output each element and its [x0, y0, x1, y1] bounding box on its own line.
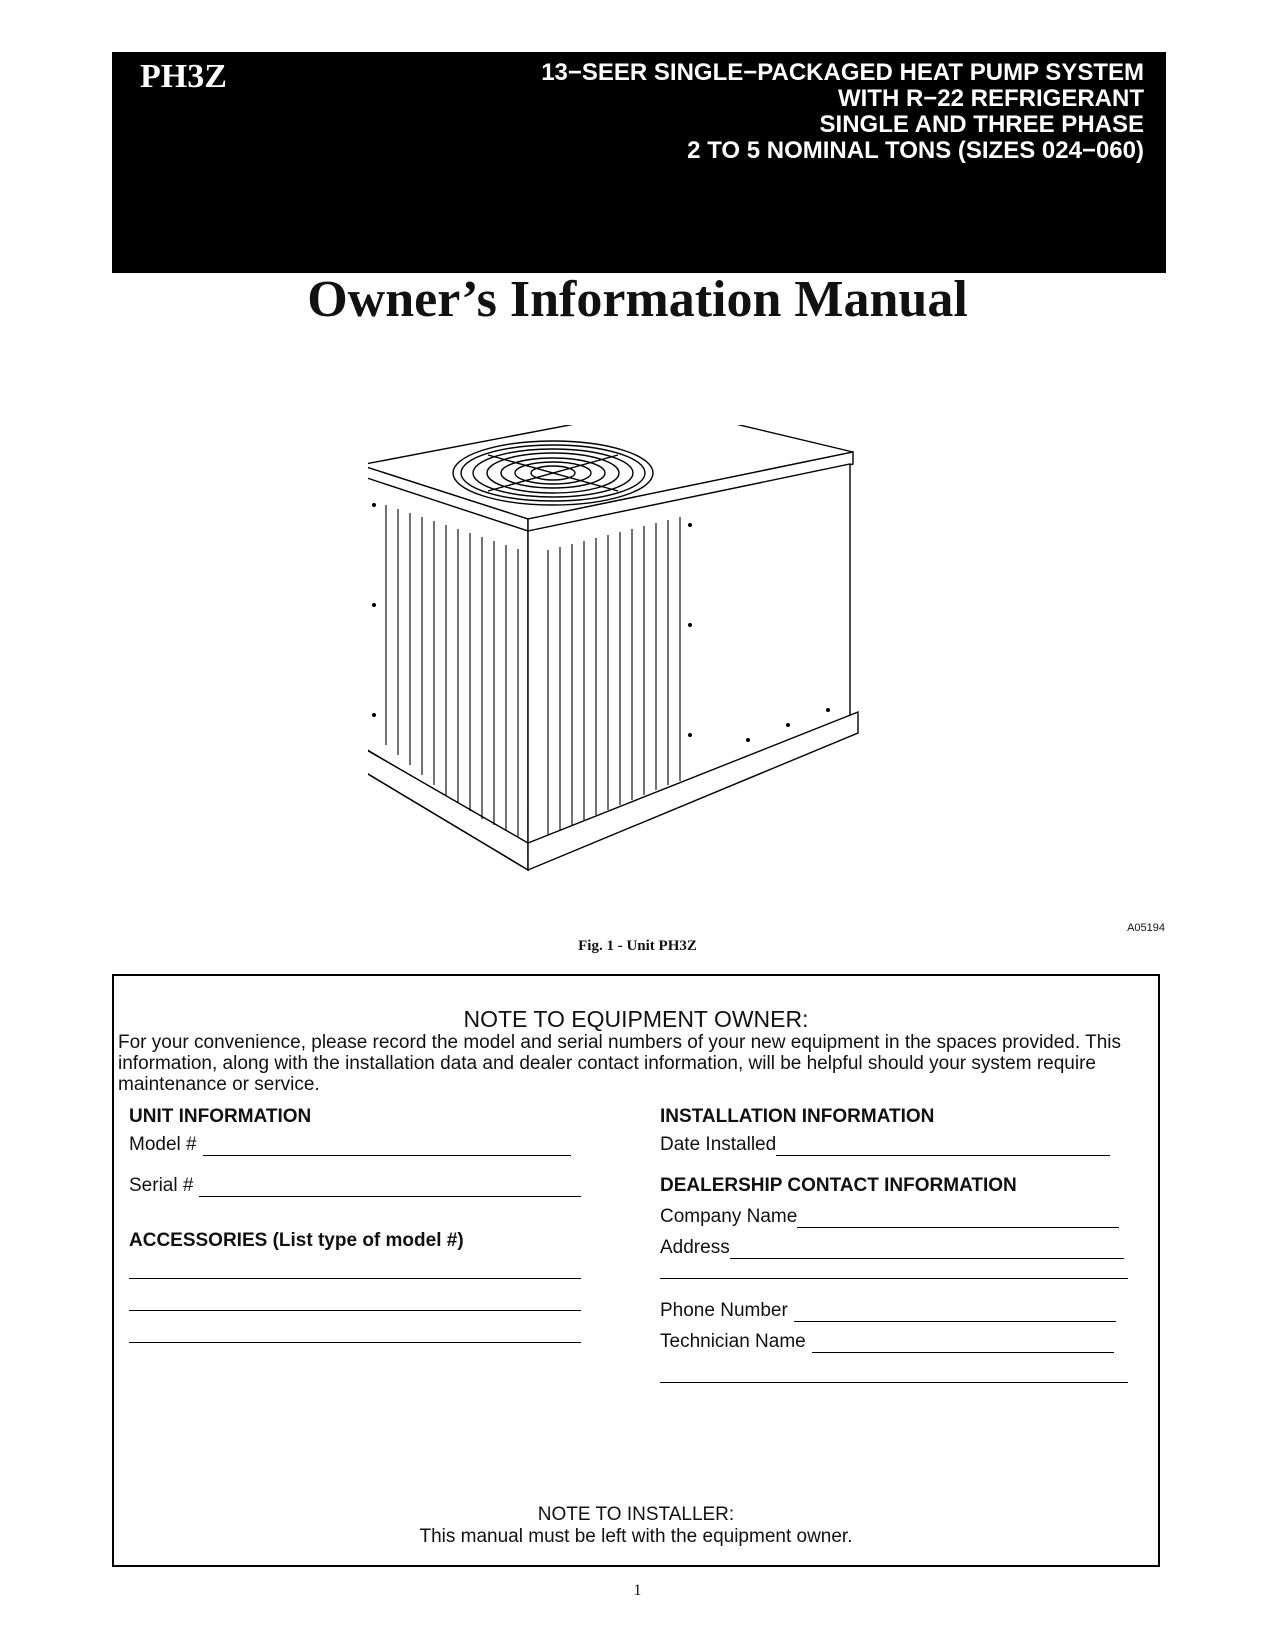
technician-name-label: Technician Name [660, 1331, 806, 1352]
address-label: Address [660, 1237, 730, 1258]
company-name-field[interactable] [660, 1206, 1119, 1228]
technician-name-input-line[interactable] [812, 1334, 1114, 1353]
company-name-label: Company Name [660, 1206, 798, 1227]
subtitle-line: SINGLE AND THREE PHASE [819, 111, 1144, 138]
serial-field[interactable] [129, 1175, 581, 1197]
subtitle-line: WITH R−22 REFRIGERANT [837, 85, 1144, 112]
date-installed-input-line[interactable] [776, 1137, 1110, 1156]
subtitle-line: 2 TO 5 NOMINAL TONS (SIZES 024−060) [687, 137, 1144, 164]
owner-note-box [112, 974, 1160, 1567]
figure-caption: Fig. 1 - Unit PH3Z [578, 938, 697, 954]
installer-note [114, 1504, 1158, 1548]
page-number: 1 [633, 1582, 642, 1599]
installer-note-body: This manual must be left with the equipment owner. [419, 1526, 853, 1547]
unit-info-column [129, 1106, 589, 1366]
owner-note-heading: NOTE TO EQUIPMENT OWNER: [463, 1006, 809, 1032]
address-line-2[interactable] [660, 1278, 1128, 1279]
serial-label: Serial # [129, 1175, 194, 1196]
phone-number-input-line[interactable] [794, 1303, 1116, 1322]
address-field[interactable] [660, 1237, 1124, 1259]
company-name-input-line[interactable] [797, 1209, 1119, 1228]
page-title: Owner’s Information Manual [307, 271, 968, 328]
model-input-line[interactable] [203, 1137, 571, 1156]
subtitle-line: 13−SEER SINGLE−PACKAGED HEAT PUMP SYSTEM [541, 59, 1144, 86]
installation-info-heading: INSTALLATION INFORMATION [660, 1106, 935, 1127]
accessories-heading: ACCESSORIES (List type of model #) [129, 1230, 464, 1251]
owner-note-body: For your convenience, please record the model and serial numbers of your new equipment in the spaces provided. This information, along with the installation data and dealer contact information, will be helpful should your system require maintenance or service. [118, 1032, 1121, 1095]
extra-contact-line[interactable] [660, 1382, 1128, 1383]
unit-info-heading: UNIT INFORMATION [129, 1106, 312, 1127]
installer-note-heading: NOTE TO INSTALLER: [537, 1504, 735, 1525]
phone-number-label: Phone Number [660, 1300, 788, 1321]
phone-number-field[interactable] [660, 1300, 1116, 1322]
figure-code: A05194 [1127, 922, 1165, 934]
technician-name-field[interactable] [660, 1331, 1114, 1353]
product-subtitle [541, 60, 1144, 164]
installation-info-column [660, 1106, 1140, 1416]
date-installed-field[interactable] [660, 1134, 1110, 1156]
accessory-line[interactable] [129, 1342, 581, 1343]
model-code: PH3Z [140, 58, 227, 95]
address-input-line[interactable] [730, 1240, 1124, 1259]
accessory-line[interactable] [129, 1310, 581, 1311]
dealership-heading: DEALERSHIP CONTACT INFORMATION [660, 1175, 1017, 1196]
date-installed-label: Date Installed [660, 1134, 777, 1155]
header-banner [112, 52, 1166, 273]
model-field[interactable] [129, 1134, 571, 1156]
accessory-line[interactable] [129, 1278, 581, 1279]
heat-pump-unit-illustration [368, 425, 908, 915]
serial-input-line[interactable] [199, 1178, 581, 1197]
model-label: Model # [129, 1134, 197, 1155]
